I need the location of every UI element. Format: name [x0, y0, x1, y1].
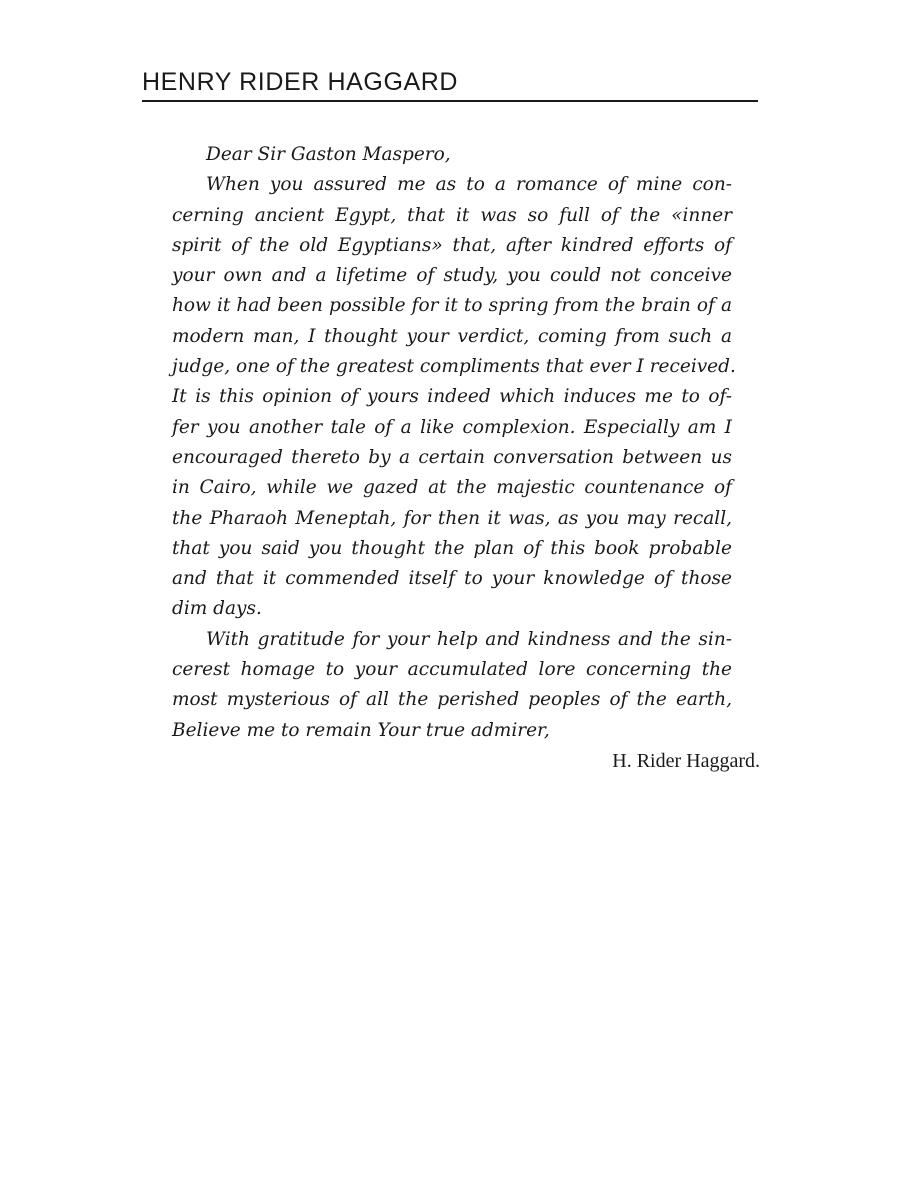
paragraph-1	[172, 170, 736, 624]
paragraph-line: When you assured me as to a romance of mine con-	[206, 174, 732, 196]
paragraph-line: spirit of the old Egyptians» that, after kindred efforts of	[172, 234, 732, 256]
paragraph-line: the Pharaoh Meneptah, for then it was, as you may recall,	[172, 507, 732, 529]
paragraph-line: dim days.	[172, 598, 262, 620]
paragraph-line: fer you another tale of a like complexion. Especially am I	[172, 416, 732, 438]
paragraph-2	[172, 625, 732, 746]
paragraph-line: in Cairo, while we gazed at the majestic countenance of	[172, 477, 732, 499]
paragraph-line: most mysterious of all the perished peoples of the earth,	[172, 689, 732, 711]
salutation: Dear Sir Gaston Maspero,	[206, 144, 451, 165]
paragraph-line: cerest homage to your accumulated lore concerning the	[172, 659, 732, 681]
paragraph-line: your own and a lifetime of study, you could not conceive	[172, 265, 732, 287]
paragraph-line: that you said you thought the plan of this book probable	[172, 537, 732, 559]
paragraph-line: Believe me to remain Your true admirer,	[172, 719, 550, 741]
signature: H. Rider Haggard.	[612, 749, 760, 772]
dedication-letter	[172, 140, 760, 776]
paragraph-line: It is this opinion of yours indeed which induces me to of-	[172, 386, 732, 408]
paragraph-line: and that it commended itself to your knowledge of those	[172, 568, 732, 590]
paragraph-line: how it had been possible for it to spring from the brain of a	[172, 295, 732, 317]
paragraph-line: modern man, I thought your verdict, coming from such a	[172, 325, 732, 347]
paragraph-line: judge, one of the greatest compliments that ever I received.	[172, 356, 736, 378]
paragraph-line: With gratitude for your help and kindness and the sin-	[206, 628, 732, 650]
paragraph-line: encouraged thereto by a certain conversation between us	[172, 446, 732, 468]
running-header: HENRY RIDER HAGGARD	[142, 66, 758, 102]
paragraph-line: cerning ancient Egypt, that it was so full of the «inner	[172, 204, 732, 226]
